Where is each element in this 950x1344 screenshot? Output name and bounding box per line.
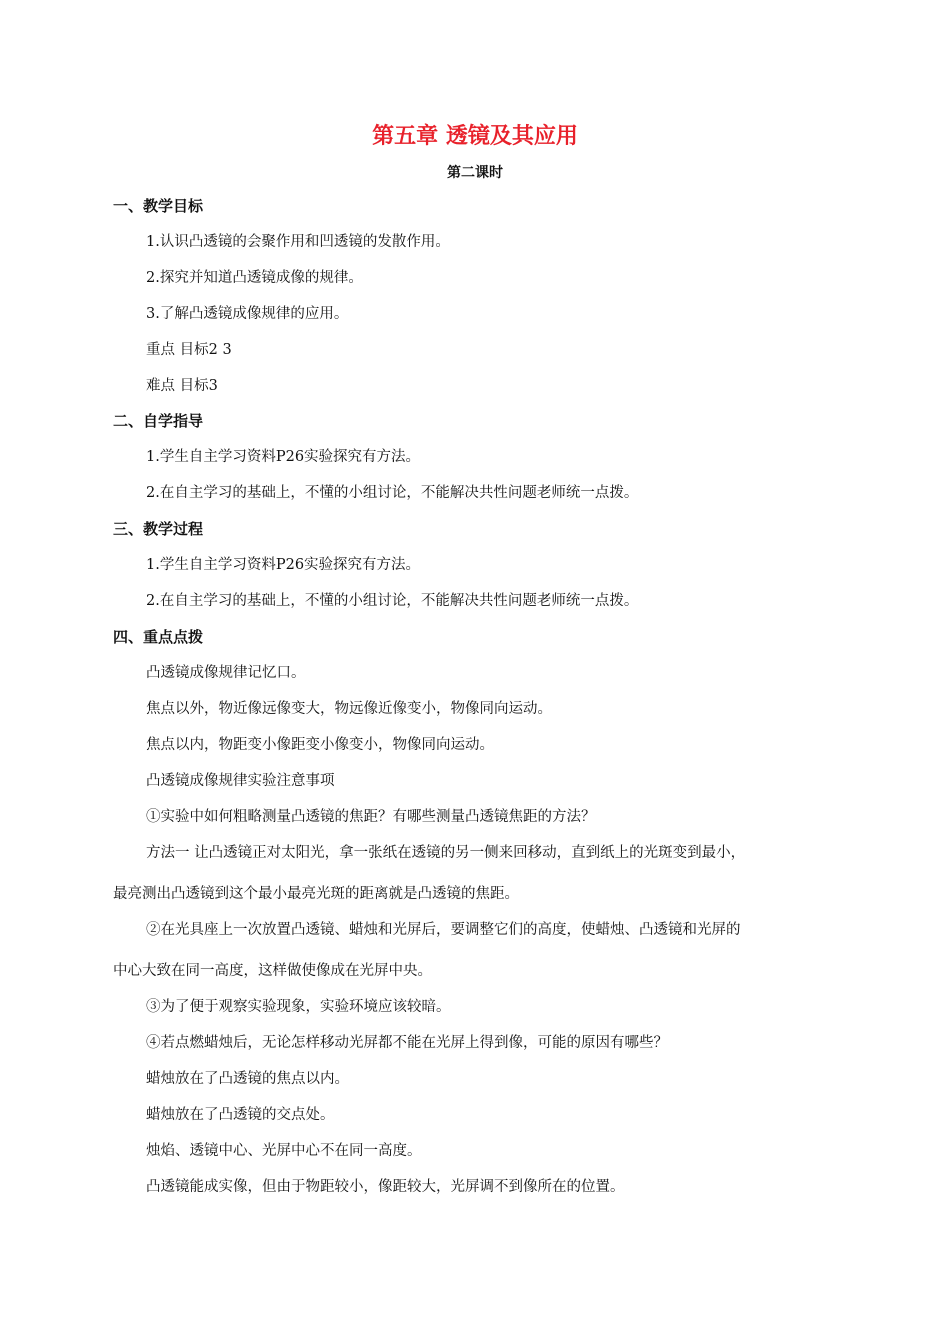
paragraph-line: 重点 目标2 3: [146, 342, 232, 358]
paragraph-line: 3.了解凸透镜成像规律的应用。: [146, 306, 349, 322]
paragraph-line: 中心大致在同一高度，这样做使像成在光屏中央。: [113, 963, 432, 979]
paragraph-line: ②在光具座上一次放置凸透镜、蜡烛和光屏后，要调整它们的高度，使蜡烛、凸透镜和光屏的: [146, 922, 741, 938]
document-title: 第五章 透镜及其应用: [372, 124, 578, 149]
document-subtitle: 第二课时: [447, 165, 503, 181]
paragraph-line: 1.学生自主学习资料P26实验探究有方法。: [146, 557, 421, 573]
section-heading-4: 四、重点点拨: [113, 628, 204, 646]
paragraph-line: 最亮测出凸透镜到这个最小最亮光斑的距离就是凸透镜的焦距。: [113, 886, 519, 902]
paragraph-line: 方法一 让凸透镜正对太阳光，拿一张纸在透镜的另一侧来回移动，直到纸上的光斑变到最小，: [146, 845, 746, 861]
paragraph-line: 蜡烛放在了凸透镜的交点处。: [146, 1107, 335, 1123]
paragraph-line: 蜡烛放在了凸透镜的焦点以内。: [146, 1071, 349, 1087]
paragraph-line: 凸透镜成像规律记忆口。: [146, 665, 306, 681]
paragraph-line: 2.探究并知道凸透镜成像的规律。: [146, 270, 363, 286]
paragraph-line: 1.认识凸透镜的会聚作用和凹透镜的发散作用。: [146, 234, 450, 250]
section-heading-2: 二、自学指导: [113, 412, 204, 430]
paragraph-line: ③为了便于观察实验现象，实验环境应该较暗。: [146, 999, 451, 1015]
paragraph-line: 2.在自主学习的基础上，不懂的小组讨论，不能解决共性问题老师统一点拨。: [146, 485, 639, 501]
paragraph-line: 2.在自主学习的基础上，不懂的小组讨论，不能解决共性问题老师统一点拨。: [146, 593, 639, 609]
paragraph-line: 凸透镜能成实像，但由于物距较小，像距较大，光屏调不到像所在的位置。: [146, 1179, 625, 1195]
paragraph-line: 凸透镜成像规律实验注意事项: [146, 773, 335, 789]
paragraph-line: 焦点以内，物距变小像距变小像变小，物像同向运动。: [146, 737, 494, 753]
paragraph-line: ④若点燃蜡烛后，无论怎样移动光屏都不能在光屏上得到像，可能的原因有哪些？: [146, 1035, 668, 1051]
section-heading-3: 三、教学过程: [113, 520, 204, 538]
paragraph-line: ①实验中如何粗略测量凸透镜的焦距？有哪些测量凸透镜焦距的方法？: [146, 809, 596, 825]
paragraph-line: 焦点以外，物近像远像变大，物远像近像变小，物像同向运动。: [146, 701, 552, 717]
section-heading-1: 一、教学目标: [113, 197, 204, 215]
paragraph-line: 难点 目标3: [146, 378, 218, 394]
paragraph-line: 烛焰、透镜中心、光屏中心不在同一高度。: [146, 1143, 422, 1159]
paragraph-line: 1.学生自主学习资料P26实验探究有方法。: [146, 449, 421, 465]
